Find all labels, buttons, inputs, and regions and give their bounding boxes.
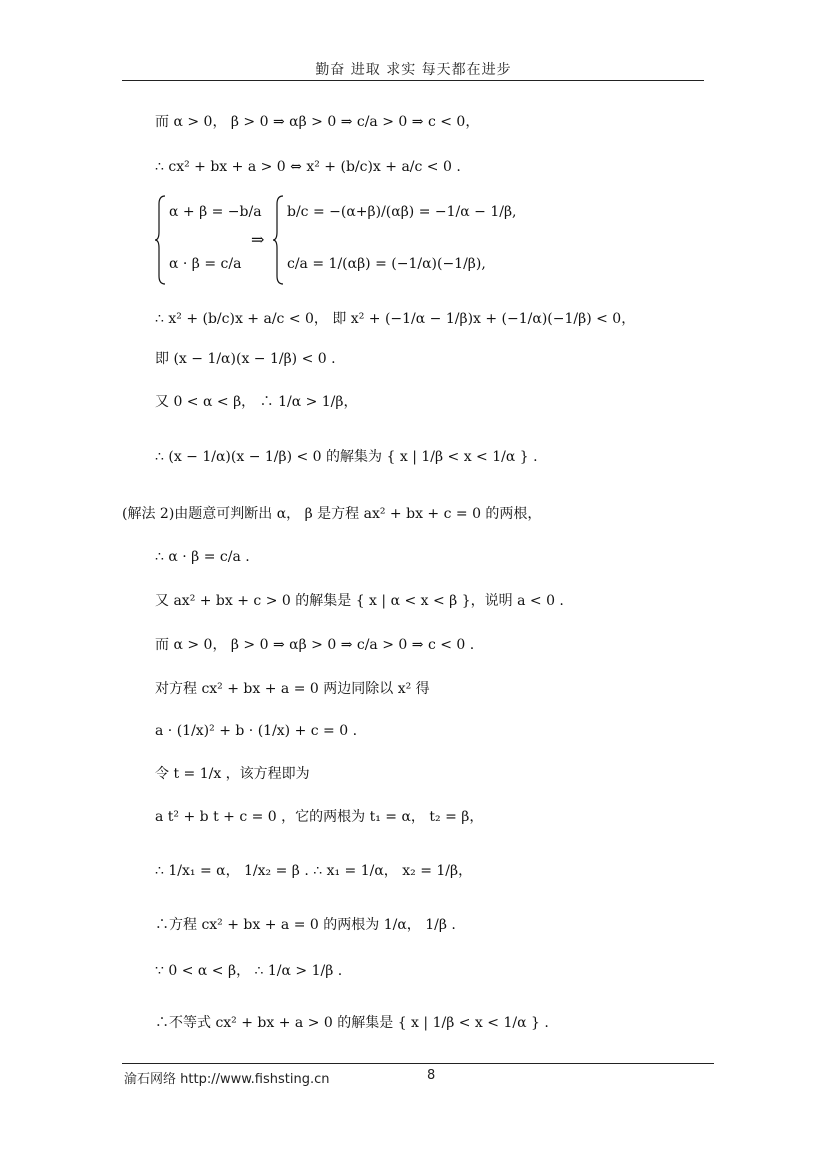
- line-text: ∵ 0 < α < β， ∴ 1/α > 1/β .: [155, 963, 343, 979]
- line-text: ∴方程 cx² + bx + a = 0 的两根为 1/α， 1/β .: [155, 917, 456, 933]
- math-line-5: [155, 393, 358, 411]
- line-text: ∴不等式 cx² + bx + a > 0 的解集是 { x | 1/β < x < 1/α } .: [155, 1015, 549, 1031]
- math-line-10: [155, 680, 430, 698]
- system-left-2: α · β = c/a: [169, 256, 242, 272]
- implies-icon: ⇒: [251, 230, 265, 249]
- math-line-15: [155, 916, 456, 934]
- line-text: (解法 2)由题意可判断出 α， β 是方程 ax² + bx + c = 0 的两根，: [122, 506, 542, 522]
- solution-2-heading: [122, 505, 541, 523]
- line-text: a · (1/x)² + b · (1/x) + c = 0 .: [155, 723, 358, 739]
- system-right-2: c/a = 1/(αβ) = (−1/α)(−1/β),: [287, 256, 486, 272]
- math-line-7: [155, 548, 250, 566]
- math-line-14: [155, 862, 472, 880]
- math-line-11: [155, 722, 357, 740]
- math-line-9: [155, 636, 474, 654]
- line-text: a t² + b t + c = 0 ，它的两根为 t₁ = α， t₂ = β，: [155, 809, 484, 825]
- line-text: 对方程 cx² + bx + a = 0 两边同除以 x² 得: [155, 681, 430, 697]
- math-line-2: [155, 158, 461, 176]
- math-line-12: [155, 765, 310, 783]
- line-text: 又 0 < α < β， ∴ 1/α > 1/β，: [155, 394, 358, 410]
- line-text: 又 ax² + bx + c > 0 的解集是 { x | α < x < β }，说明 a < 0 .: [155, 593, 564, 609]
- line-text: ∴ x² + (b/c)x + a/c < 0， 即 x² + (−1/α − 1/β)x + (−1/α)(−1/β) < 0，: [155, 311, 636, 327]
- footer-rule: [122, 1063, 714, 1064]
- math-line-6: [155, 448, 538, 466]
- math-line-4: [155, 350, 336, 368]
- math-line-16: [155, 962, 342, 980]
- system-left-1: α + β = −b/a: [169, 204, 262, 220]
- line-text: ∴ 1/x₁ = α， 1/x₂ = β . ∴ x₁ = 1/α， x₂ = 1/β，: [155, 863, 473, 879]
- line-text: 令 t = 1/x ，该方程即为: [155, 766, 310, 782]
- page-number: 8: [427, 1068, 436, 1083]
- system-right-1: b/c = −(α+β)/(αβ) = −1/α − 1/β,: [287, 204, 517, 220]
- line-text: ∴ α · β = c/a .: [155, 549, 250, 565]
- math-line-17: [155, 1014, 549, 1032]
- math-line-1: [155, 113, 479, 131]
- line-text: 而 α > 0， β > 0 ⇒ αβ > 0 ⇒ c/a > 0 ⇒ c < 0 .: [155, 637, 475, 653]
- footer-site: 渝石网络 http://www.fishsting.cn: [124, 1072, 330, 1087]
- math-line-3: [155, 310, 635, 328]
- line-text: 而 α > 0， β > 0 ⇒ αβ > 0 ⇒ c/a > 0 ⇒ c < 0，: [155, 114, 480, 130]
- math-line-13: [155, 808, 483, 826]
- line-text: ∴ cx² + bx + a > 0 ⇔ x² + (b/c)x + a/c < 0 .: [155, 159, 461, 175]
- line-text: 即 (x − 1/α)(x − 1/β) < 0 .: [155, 351, 336, 367]
- equation-system: [155, 190, 517, 290]
- line-text: ∴ (x − 1/α)(x − 1/β) < 0 的解集为 { x | 1/β < x < 1/α } .: [155, 449, 538, 465]
- header-rule: [122, 80, 704, 81]
- page-header: 勤奋 进取 求实 每天都在进步: [315, 62, 512, 78]
- math-line-8: [155, 592, 564, 610]
